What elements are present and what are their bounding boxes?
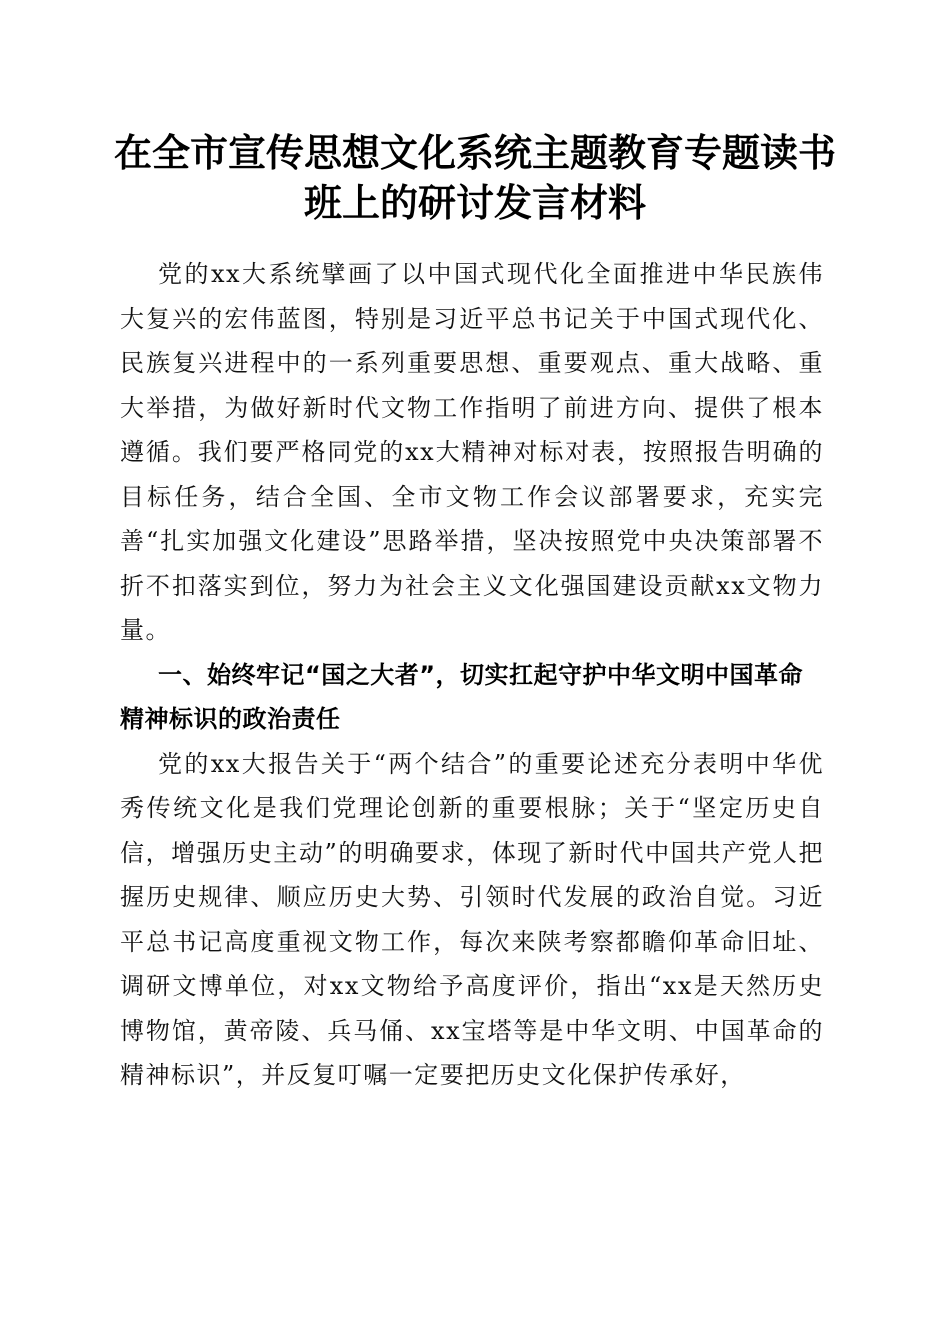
document-body	[120, 252, 824, 1098]
section-heading-1: 一、始终牢记“国之大者”，切实扛起守护中华文明中国革命精神标识的政治责任	[120, 660, 804, 733]
body-paragraph-2: 党的xx大报告关于“两个结合”的重要论述充分表明中华优秀传统文化是我们党理论创新的重要根脉；关于“坚定历史自信，增强历史主动”的明确要求，体现了新时代中国共产党人把握历史规律、顺应历史大势、引领时代发展的政治自觉。习近平总书记高度重视文物工作，每次来陕考察都瞻仰革命旧址、调研文博单位，对xx文物给予高度评价，指出“xx是天然历史博物馆，黄帝陵、兵马俑、xx宝塔等是中华文明、中国革命的精神标识”，并反复叮嘱一定要把历史文化保护传承好，	[120, 749, 824, 1089]
body-paragraph-1: 党的xx大系统擘画了以中国式现代化全面推进中华民族伟大复兴的宏伟蓝图，特别是习近平总书记关于中国式现代化、民族复兴进程中的一系列重要思想、重要观点、重大战略、重大举措，为做好新时代文物工作指明了前进方向、提供了根本遵循。我们要严格同党的xx大精神对标对表，按照报告明确的目标任务，结合全国、全市文物工作会议部署要求，充实完善“扎实加强文化建设”思路举措，坚决按照党中央决策部署不折不扣落实到位，努力为社会主义文化强国建设贡献xx文物力量。	[120, 260, 824, 644]
document-title: 在全市宣传思想文化系统主题教育专题读书班上的研讨发言材料	[113, 130, 836, 225]
